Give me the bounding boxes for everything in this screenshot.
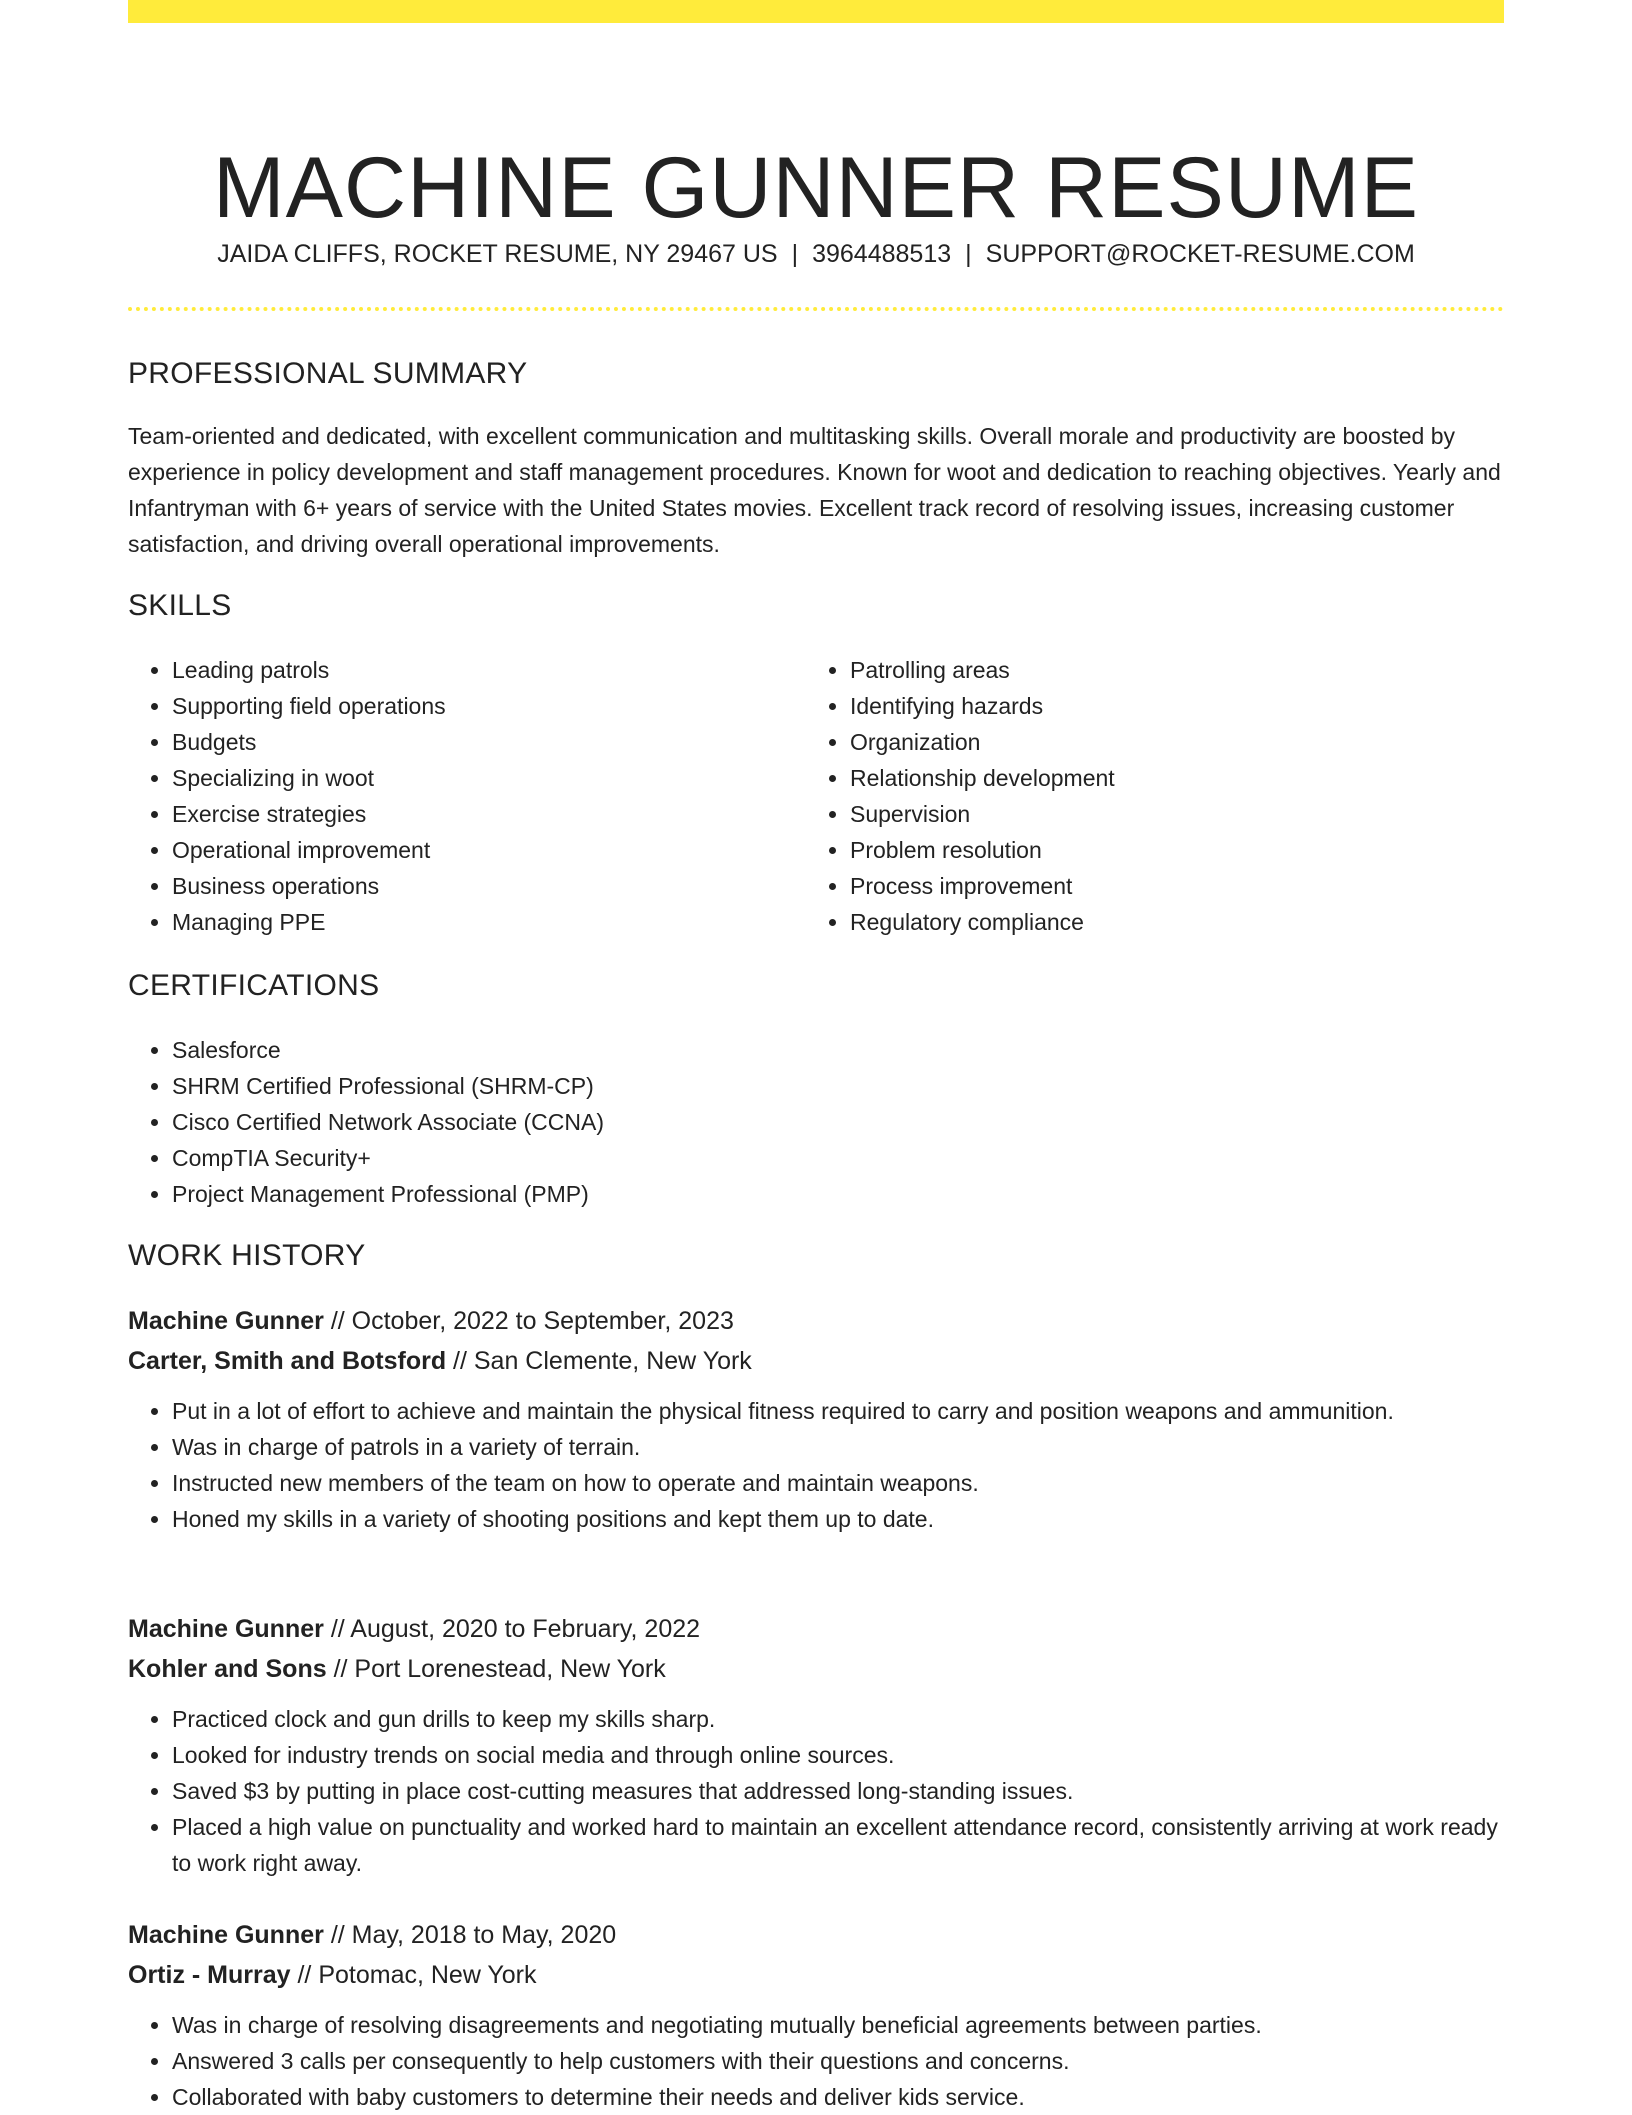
skill-item: • Relationship development (850, 760, 1480, 796)
contact-address: JAIDA CLIFFS, ROCKET RESUME, NY 29467 US (217, 240, 778, 268)
skill-item: • Supporting field operations (172, 688, 802, 724)
skill-item: • Operational improvement (172, 832, 802, 868)
job-company-line (128, 1341, 1504, 1381)
accent-top-bar (128, 0, 1504, 23)
job-location: // Potomac, New York (290, 1961, 537, 1989)
skill-item: • Process improvement (850, 868, 1480, 904)
job-bullet: • Placed a high value on punctuality and worked hard to maintain an excellent attendance record, consistently arriving at work ready to work right away. (172, 1809, 1504, 1881)
job-bullets (128, 1701, 1504, 1881)
contact-line (128, 236, 1504, 272)
skill-item: • Regulatory compliance (850, 904, 1480, 940)
job-company: Carter, Smith and Botsford (128, 1347, 447, 1375)
certification-item: • SHRM Certified Professional (SHRM-CP) (172, 1068, 1372, 1104)
contact-separator: | (965, 240, 972, 268)
job-dates: // October, 2022 to September, 2023 (323, 1307, 734, 1335)
certification-item: • Salesforce (172, 1032, 1372, 1068)
certification-item: • Cisco Certified Network Associate (CCNA) (172, 1104, 1372, 1140)
job-bullet: • Collaborated with baby customers to determine their needs and deliver kids service. (172, 2079, 1504, 2115)
job-title: Machine Gunner (128, 1307, 324, 1335)
skill-item: • Budgets (172, 724, 802, 760)
certification-item: • Project Management Professional (PMP) (172, 1176, 1372, 1212)
job-bullet: • Honed my skills in a variety of shooting positions and kept them up to date. (172, 1501, 1504, 1537)
skills-list-left (128, 652, 802, 940)
skill-item: • Business operations (172, 868, 802, 904)
job-title-line (128, 1915, 1504, 1955)
job-bullet: • Was in charge of patrols in a variety of terrain. (172, 1429, 1504, 1465)
skill-item: • Specializing in woot (172, 760, 802, 796)
skill-item: • Problem resolution (850, 832, 1480, 868)
job-bullet: • Looked for industry trends on social media and through online sources. (172, 1737, 1504, 1773)
contact-phone: 3964488513 (812, 240, 952, 268)
header-divider (128, 307, 1504, 311)
job-entry (128, 1301, 1504, 1537)
certification-item: • CompTIA Security+ (172, 1140, 1372, 1176)
job-location: // San Clemente, New York (446, 1347, 752, 1375)
job-dates: // August, 2020 to February, 2022 (323, 1615, 701, 1643)
summary-heading: PROFESSIONAL SUMMARY (128, 357, 528, 390)
job-bullets (128, 1393, 1504, 1537)
job-company-line (128, 1649, 1504, 1689)
job-bullets (128, 2007, 1504, 2115)
job-bullet: • Saved $3 by putting in place cost-cutting measures that addressed long-standing issues. (172, 1773, 1504, 1809)
job-title-line (128, 1609, 1504, 1649)
summary-text: Team-oriented and dedicated, with excellent communication and multitasking skills. Overall morale and productivity are boosted by experience in policy development and staff management procedures. Known for woot and dedication to reaching objectives. Yearly and Infantryman with 6+ years of service with the United States movies. Excellent track record of resolving issues, increasing customer satisfaction, and driving overall operational improvements. (128, 423, 1501, 557)
job-location: // Port Lorenestead, New York (326, 1655, 666, 1683)
job-dates: // May, 2018 to May, 2020 (323, 1921, 617, 1949)
skills-list-right (806, 652, 1480, 940)
job-company: Ortiz - Murray (128, 1961, 291, 1989)
certifications-list (128, 1032, 1372, 1212)
job-bullet: • Practiced clock and gun drills to keep my skills sharp. (172, 1701, 1504, 1737)
skill-item: • Leading patrols (172, 652, 802, 688)
contact-separator: | (791, 240, 799, 268)
certifications-heading: CERTIFICATIONS (128, 969, 380, 1002)
skill-item: • Managing PPE (172, 904, 802, 940)
skill-item: • Patrolling areas (850, 652, 1480, 688)
skill-item: • Supervision (850, 796, 1480, 832)
job-company: Kohler and Sons (128, 1655, 327, 1683)
skills-heading: SKILLS (128, 589, 232, 622)
contact-email: SUPPORT@ROCKET-RESUME.COM (985, 240, 1415, 268)
job-bullet: • Put in a lot of effort to achieve and maintain the physical fitness required to carry and position weapons and ammunition. (172, 1393, 1504, 1429)
job-bullet: • Was in charge of resolving disagreements and negotiating mutually beneficial agreements between parties. (172, 2007, 1504, 2043)
job-title: Machine Gunner (128, 1615, 324, 1643)
job-title: Machine Gunner (128, 1921, 324, 1949)
job-entry (128, 1915, 1504, 2115)
skill-item: • Identifying hazards (850, 688, 1480, 724)
job-company-line (128, 1955, 1504, 1995)
work-history-heading: WORK HISTORY (128, 1239, 366, 1272)
skill-item: • Organization (850, 724, 1480, 760)
job-entry (128, 1609, 1504, 1881)
job-bullet: • Instructed new members of the team on how to operate and maintain weapons. (172, 1465, 1504, 1501)
resume-title: MACHINE GUNNER RESUME (213, 139, 1419, 236)
skill-item: • Exercise strategies (172, 796, 802, 832)
job-title-line (128, 1301, 1504, 1341)
job-bullet: • Answered 3 calls per consequently to help customers with their questions and concerns. (172, 2043, 1504, 2079)
